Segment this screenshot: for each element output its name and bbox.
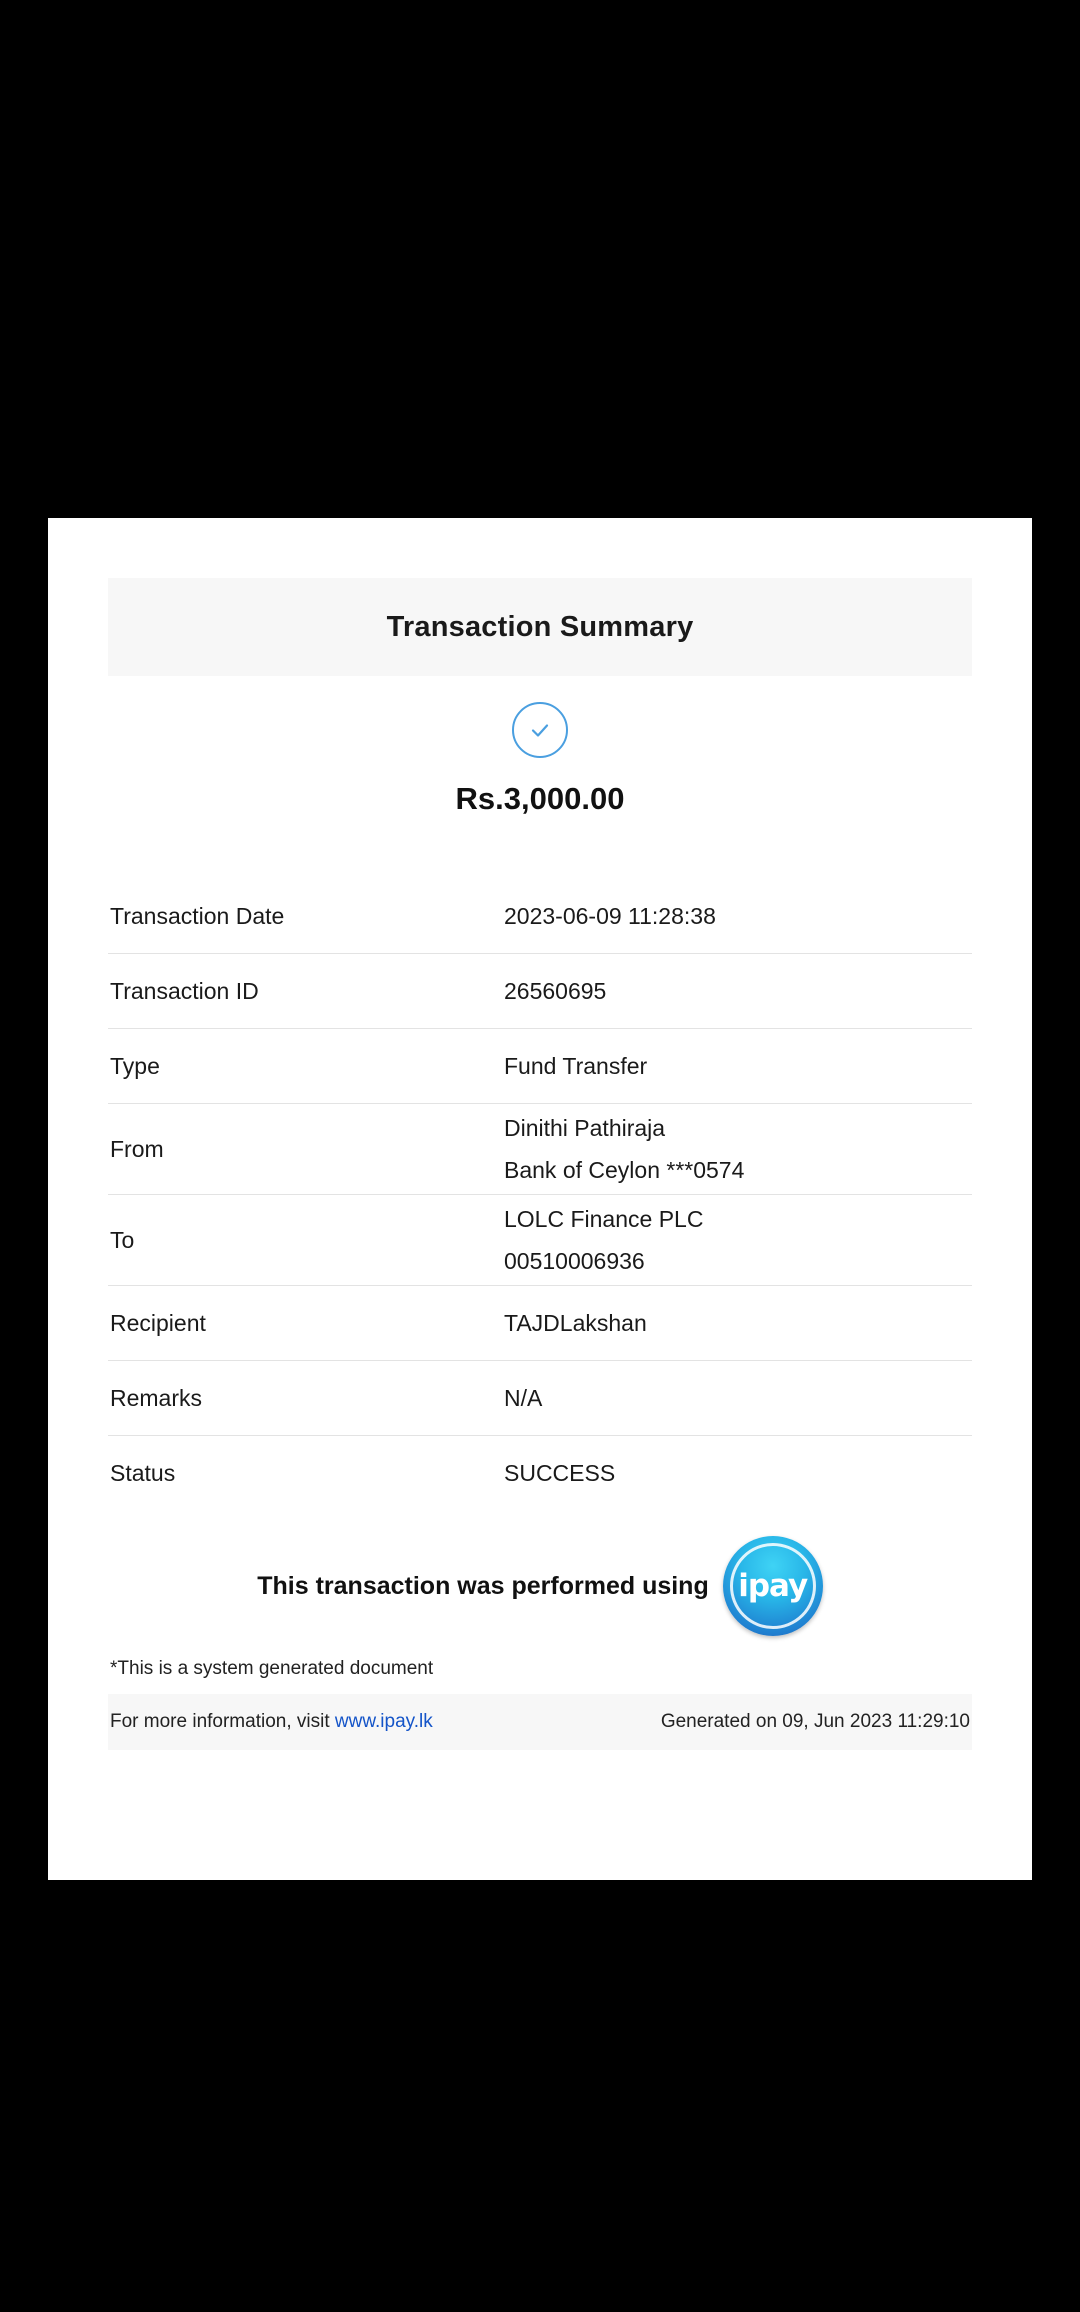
row-value bbox=[504, 1115, 972, 1184]
generated-timestamp: Generated on 09, Jun 2023 11:29:10 bbox=[660, 1711, 970, 1732]
status-block bbox=[108, 676, 972, 817]
table-row bbox=[108, 1436, 972, 1510]
table-row bbox=[108, 1286, 972, 1361]
status-badge: SUCCESS bbox=[504, 1459, 616, 1486]
row-label: To bbox=[110, 1226, 135, 1253]
row-label: Type bbox=[110, 1052, 160, 1079]
row-value bbox=[504, 1206, 972, 1275]
table-row bbox=[108, 954, 972, 1029]
row-value-line2: 00510006936 bbox=[504, 1247, 645, 1274]
transaction-details-table bbox=[108, 879, 972, 1510]
receipt-footer bbox=[108, 1694, 972, 1750]
check-circle-icon bbox=[512, 702, 568, 758]
table-row bbox=[108, 1029, 972, 1104]
row-label: Recipient bbox=[110, 1309, 206, 1336]
row-label: Transaction ID bbox=[110, 977, 259, 1004]
table-row bbox=[108, 1361, 972, 1436]
performed-using-text: This transaction was performed using bbox=[257, 1571, 709, 1600]
row-label: Remarks bbox=[110, 1384, 203, 1411]
ipay-logo-icon bbox=[723, 1536, 823, 1636]
row-label: Status bbox=[110, 1459, 176, 1486]
row-value-line1: LOLC Finance PLC bbox=[504, 1205, 704, 1232]
footer-info bbox=[110, 1711, 433, 1733]
row-value: 26560695 bbox=[504, 977, 607, 1004]
transaction-amount: Rs.3,000.00 bbox=[455, 781, 625, 816]
table-row bbox=[108, 1104, 972, 1195]
row-value-line2: Bank of Ceylon ***0574 bbox=[504, 1156, 745, 1183]
table-row bbox=[108, 879, 972, 954]
row-label: Transaction Date bbox=[110, 902, 285, 929]
table-row bbox=[108, 1195, 972, 1286]
receipt-title-bar bbox=[108, 578, 972, 676]
ipay-website-link[interactable]: www.ipay.lk bbox=[334, 1711, 433, 1732]
transaction-receipt-card bbox=[48, 518, 1032, 1880]
system-generated-note: *This is a system generated document bbox=[110, 1658, 434, 1679]
row-value: Fund Transfer bbox=[504, 1052, 648, 1079]
row-value: N/A bbox=[504, 1384, 543, 1411]
footer-info-prefix: For more information, visit bbox=[110, 1711, 335, 1732]
row-value: TAJDLakshan bbox=[504, 1309, 647, 1336]
row-label: From bbox=[110, 1135, 164, 1162]
receipt-content bbox=[108, 578, 972, 1750]
row-value-line1: Dinithi Pathiraja bbox=[504, 1114, 666, 1141]
row-value: 2023-06-09 11:28:38 bbox=[504, 902, 716, 929]
performed-using-block bbox=[108, 1536, 972, 1636]
page-title: Transaction Summary bbox=[386, 610, 694, 643]
logo-wordmark: ipay bbox=[738, 1568, 808, 1604]
